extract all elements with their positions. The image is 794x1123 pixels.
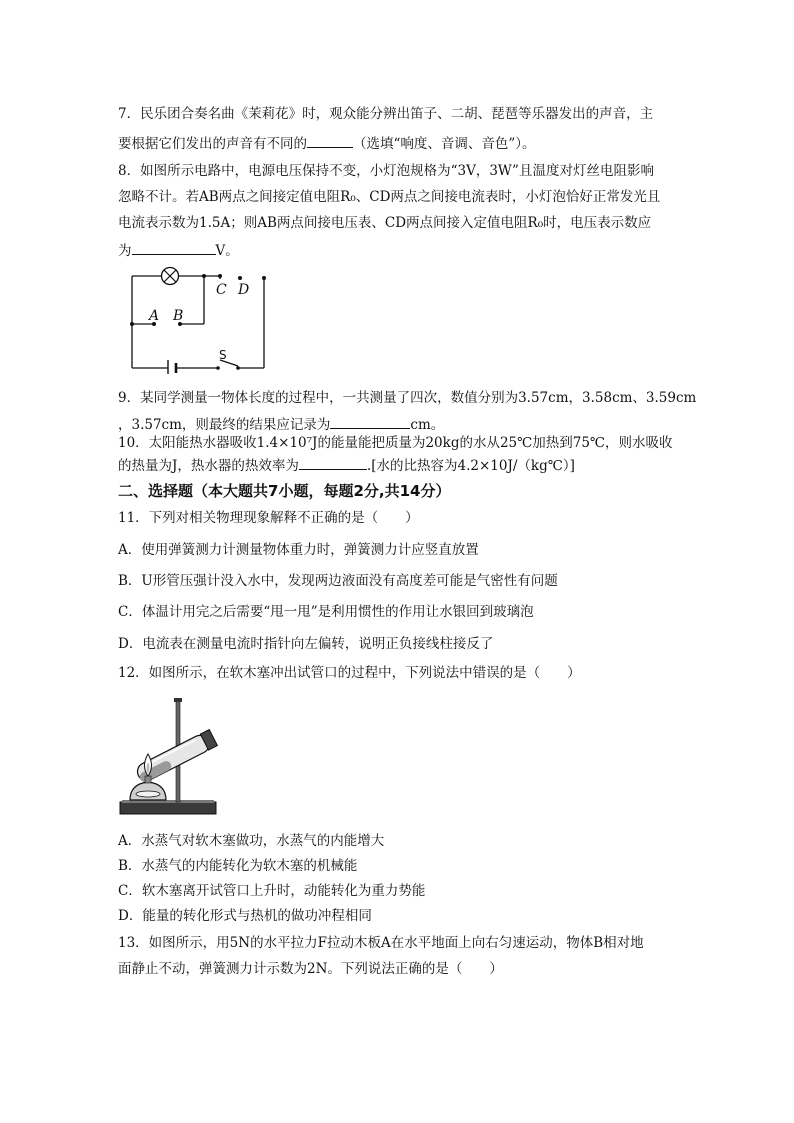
q13-line-2: 面静止不动，弹簧测力计示数为2N。下列说法正确的是（ ） [118,961,503,977]
q7-line-2-suffix: （选填“响度、音调、音色”）。 [353,136,536,152]
q8-answer-blank[interactable] [132,240,216,255]
q9-line-2-text: ，3.57cm，则最终的结果应记录为 [118,417,331,433]
label-b: B [173,308,184,324]
q9-line-2-suffix: cm。 [410,417,445,433]
q7-line-2 [118,133,536,154]
q10-line-2-suffix: .[水的比热容为4.2×10J/（kg℃）] [366,458,575,474]
q8-line-1: 8．如图所示电路中，电源电压保持不变，小灯泡规格为“3V，3W”且温度对灯丝电阻影响 [118,163,654,179]
q12-option-b[interactable]: B．水蒸气的内能转化为软木塞的机械能 [118,858,358,874]
switch-contacts [216,366,240,370]
test-tube-apparatus-figure [116,690,226,818]
q11-option-b[interactable]: B．U形管压强计没入水中，发现两边液面没有高度差可能是气密性有问题 [118,573,558,589]
q11-stem: 11．下列对相关物理现象解释不正确的是（ ） [118,510,419,526]
q8-line-4-suffix: V。 [215,243,239,259]
q12-option-c[interactable]: C．软木塞离开试管口上升时，动能转化为重力势能 [118,883,426,899]
section-title: 二、选择题（本大题共7小题，每题2分,共14分） [118,482,451,500]
q9-line-1: 9．某同学测量一物体长度的过程中，一共测量了四次，数值分别为3.57cm，3.58cm、3.59cm [118,390,697,406]
q7-answer-blank[interactable] [307,133,353,148]
q12-stem: 12．如图所示，在软木塞冲出试管口的过程中，下列说法中错误的是（ ） [118,665,581,681]
q10-line-1: 10．太阳能热水器吸收1.4×10⁷J的能量能把质量为20kg的水从25℃加热到75℃，则水吸收 [118,435,673,451]
q10-line-2 [118,455,575,476]
q13-line-1: 13．如图所示，用5N的水平拉力F拉动木板A在水平地面上向右匀速运动，物体B相对地 [118,935,644,951]
q11-option-d[interactable]: D．电流表在测量电流时指针向左偏转，说明正负接线柱接反了 [118,636,494,652]
label-s: S [219,348,227,362]
label-d: D [238,282,250,298]
q8-line-2: 忽略不计。若AB两点之间接定值电阻R₀、CD两点之间接电流表时，小灯泡恰好正常发光且 [118,189,661,205]
q9-line-2 [118,414,444,435]
q10-line-2-text: 的热量为J，热水器的热效率为 [118,458,299,474]
battery-symbol [168,360,176,374]
lamp-symbol [162,268,179,285]
label-c: C [216,282,227,298]
label-a: A [149,308,160,324]
q10-answer-blank[interactable] [299,455,367,470]
q12-option-a[interactable]: A．水蒸气对软木塞做功，水蒸气的内能增大 [118,833,385,849]
q7-line-1: 7．民乐团合奏名曲《茉莉花》时，观众能分辨出笛子、二胡、琵琶等乐器发出的声音，主 [118,106,654,122]
q11-option-c[interactable]: C．体温计用完之后需要“甩一甩”是利用惯性的作用让水银回到玻璃泡 [118,604,534,620]
q11-option-a[interactable]: A．使用弹簧测力计测量物体重力时，弹簧测力计应竖直放置 [118,542,479,558]
q8-line-4 [118,240,239,261]
q12-option-d[interactable]: D．能量的转化形式与热机的做功冲程相同 [118,908,372,924]
q8-line-4-prefix: 为 [118,243,132,259]
circuit-diagram [120,262,280,374]
q8-line-3: 电流表示数为1.5A；则AB两点间接电压表、CD两点间接入定值电阻R₀时，电压表示数应 [118,215,652,231]
q7-line-2-text: 要根据它们发出的声音有不同的 [118,136,307,152]
q9-answer-blank[interactable] [330,414,410,429]
